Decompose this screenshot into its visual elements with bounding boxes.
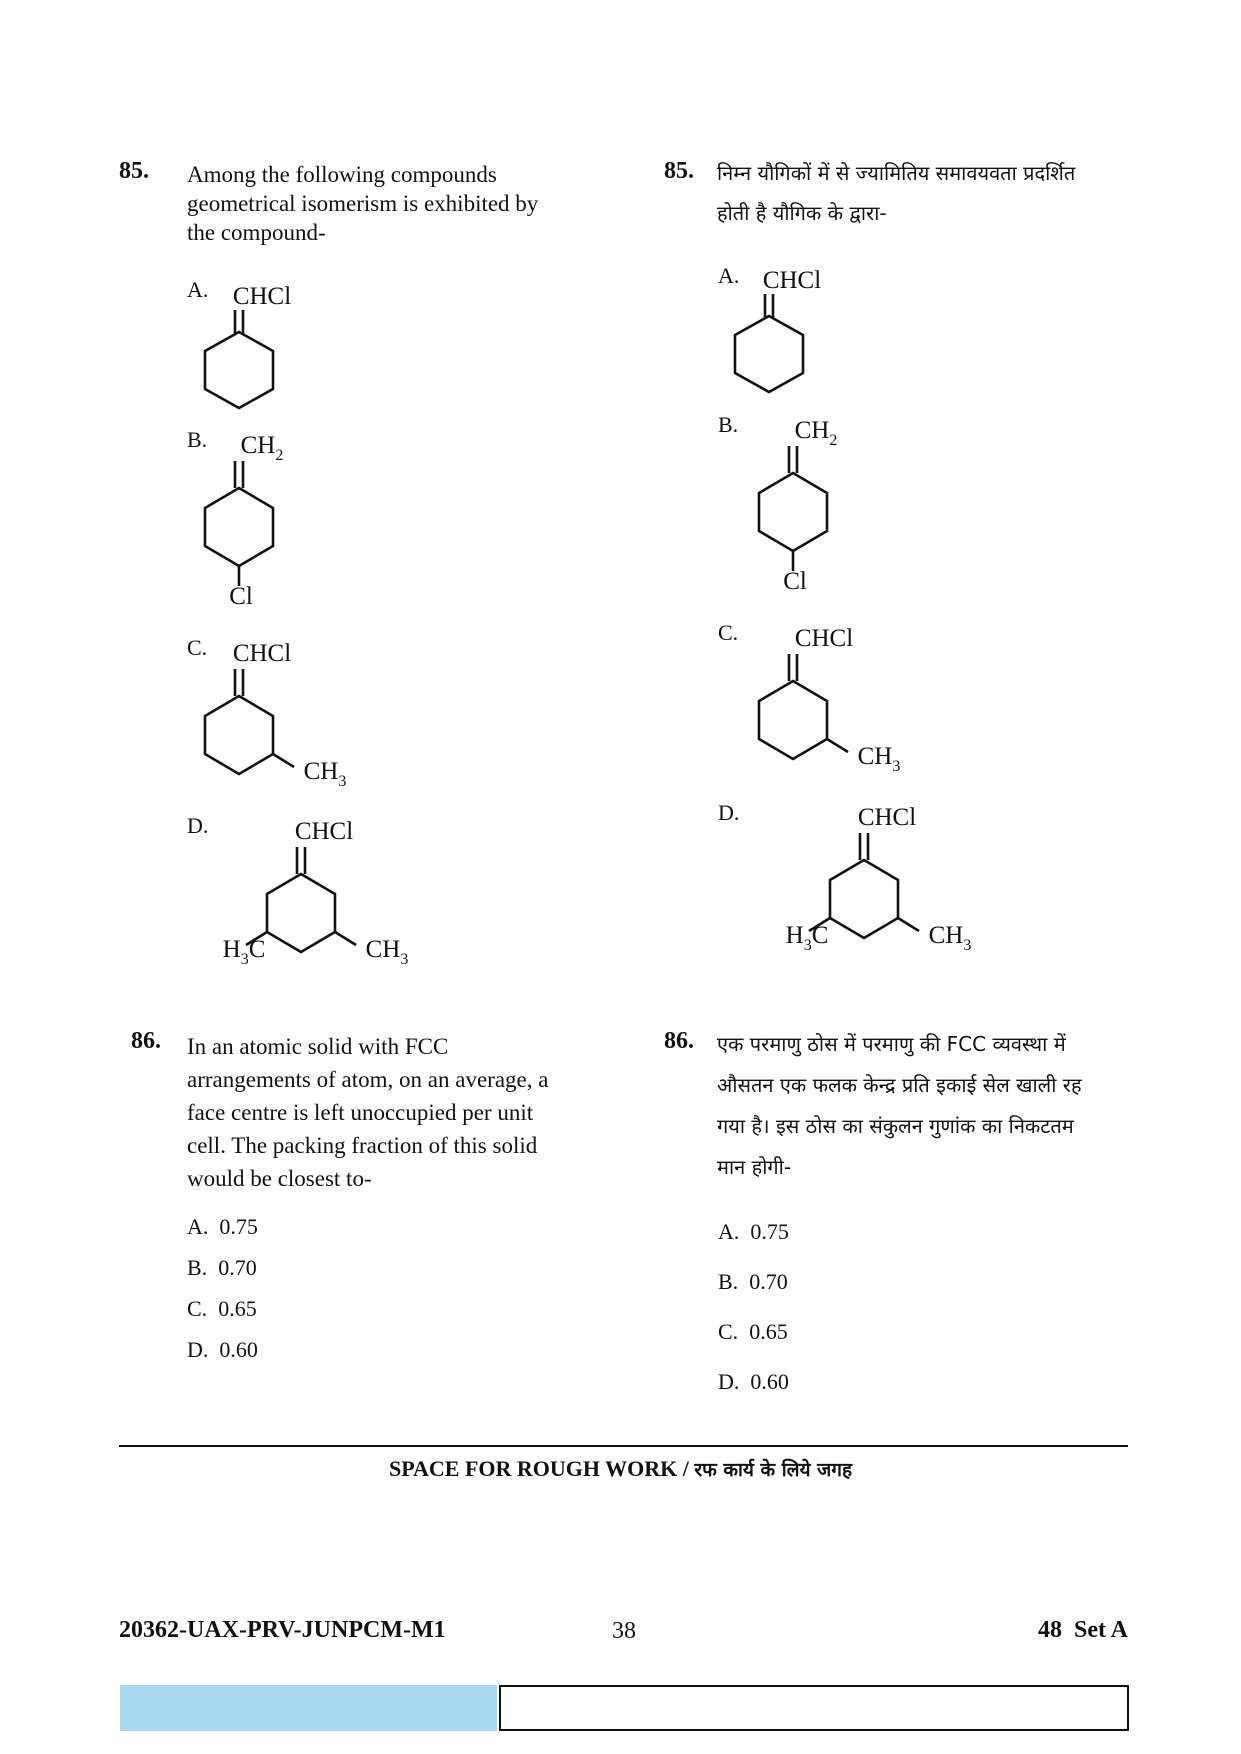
structure-a — [740, 264, 860, 399]
text-line: geometrical isomerism is exhibited by — [187, 191, 539, 216]
option-label: B. — [718, 412, 739, 437]
substituent-label: CH — [857, 743, 893, 770]
option-value: 0.75 — [219, 1214, 258, 1239]
option-value: 0.65 — [749, 1319, 788, 1344]
text-line: In an atomic solid with FCC — [187, 1034, 449, 1059]
text-line: would be closest to- — [187, 1166, 372, 1191]
option-label: C. — [187, 635, 208, 660]
substituent-label: CH — [928, 922, 964, 949]
text-line: cell. The packing fraction of this solid — [187, 1133, 538, 1158]
option-label: A. — [187, 1214, 209, 1239]
subscript: 3 — [892, 758, 901, 775]
option-value: 0.65 — [218, 1296, 257, 1321]
option-label: D. — [187, 813, 209, 838]
substituent-label: CH — [240, 432, 276, 459]
text-line: the compound- — [187, 220, 326, 245]
option — [187, 1206, 258, 1247]
svg-text:CH3 — [929, 922, 972, 954]
structure-c — [228, 636, 398, 790]
substituent-label: H — [222, 936, 241, 963]
subscript: 3 — [240, 951, 249, 968]
question-text-hi — [717, 1024, 1082, 1188]
question-number: 85. — [664, 158, 694, 184]
divider-line — [119, 1445, 1128, 1447]
option-value: 0.60 — [219, 1337, 258, 1362]
substituent-label: H — [785, 922, 804, 949]
option-label: A. — [718, 1219, 740, 1244]
set-label: Set A — [1074, 1617, 1128, 1643]
blue-bar — [120, 1685, 497, 1731]
option — [718, 1257, 789, 1307]
options-list — [718, 1207, 789, 1407]
svg-text:CH3 — [366, 936, 409, 968]
substituent-label: C — [811, 922, 829, 949]
option — [718, 1307, 789, 1357]
subscript: 3 — [400, 951, 409, 968]
substituent-label: Cl — [783, 568, 807, 595]
option-value: 0.75 — [750, 1219, 789, 1244]
option — [187, 1329, 258, 1370]
option-label: A. — [187, 277, 209, 302]
option-label: B. — [187, 427, 208, 452]
option-label: B. — [187, 1255, 208, 1280]
option-label: D. — [187, 1337, 209, 1362]
subscript: 3 — [338, 773, 347, 790]
option-label: B. — [718, 1269, 739, 1294]
structure-a — [210, 280, 330, 410]
substituent-label: C — [248, 936, 266, 963]
subscript: 2 — [275, 447, 284, 464]
substituent-label: Cl — [229, 583, 253, 610]
text-line: होती है यौगिक के द्वारा- — [717, 201, 887, 225]
option-label: C. — [187, 1296, 208, 1321]
svg-text:H3C — [786, 922, 829, 954]
barcode-box — [499, 1685, 1129, 1731]
question-text-en — [187, 160, 538, 247]
substituent-label: CH — [794, 417, 830, 444]
total-pages: 48 — [1038, 1617, 1062, 1643]
structure-d — [222, 814, 460, 974]
substituent-label: CH — [303, 758, 339, 785]
substituent-label: CHCl — [794, 625, 854, 652]
text-line: मान होगी- — [717, 1155, 792, 1179]
page-number: 38 — [612, 1618, 636, 1644]
substituent-label: CHCl — [857, 804, 917, 831]
substituent-label: CHCl — [232, 283, 292, 310]
text-line: arrangements of atom, on an average, a — [187, 1067, 549, 1092]
rough-work-hi: रफ कार्य के लिये जगह — [694, 1459, 853, 1481]
svg-text:CH3 — [304, 758, 347, 790]
text-line: Among the following compounds — [187, 162, 497, 187]
structure-d — [785, 800, 1023, 960]
svg-text:H3C — [223, 936, 266, 968]
option — [718, 1207, 789, 1257]
option-label: D. — [718, 800, 740, 825]
text-line: औसतन एक फलक केन्द्र प्रति इकाई सेल खाली रह — [717, 1073, 1082, 1097]
question-text-hi — [717, 153, 1075, 233]
subscript: 2 — [829, 432, 838, 449]
question-text-en — [187, 1030, 548, 1195]
substituent-label: CHCl — [232, 640, 292, 667]
rough-work-heading — [0, 1456, 1241, 1482]
structure-c — [790, 621, 960, 775]
option-label: C. — [718, 1319, 739, 1344]
options-list — [187, 1206, 258, 1370]
text-line: गया है। इस ठोस का संकुलन गुणांक का निकटतम — [717, 1114, 1074, 1138]
option — [718, 1357, 789, 1407]
option — [187, 1247, 258, 1288]
paper-code: 20362-UAX-PRV-JUNPCM-M1 — [119, 1617, 446, 1643]
substituent-label: CHCl — [762, 267, 822, 294]
text-line: एक परमाणु ठोस में परमाणु की FCC व्यवस्था में — [717, 1032, 1066, 1056]
text-line: निम्न यौगिकों में से ज्यामितिय समावयवता प्रदर्शित — [717, 161, 1076, 185]
option-label: C. — [718, 620, 739, 645]
substituent-label: CH — [365, 936, 401, 963]
svg-text:CH3 — [858, 743, 901, 775]
structure-b — [783, 413, 900, 595]
rough-work-en: SPACE FOR ROUGH WORK / — [388, 1456, 695, 1481]
option — [187, 1288, 258, 1329]
option-label: D. — [718, 1369, 740, 1394]
set-info — [1038, 1617, 1128, 1644]
option-value: 0.60 — [750, 1369, 789, 1394]
subscript: 3 — [803, 937, 812, 954]
substituent-label: CHCl — [294, 818, 354, 845]
option-value: 0.70 — [749, 1269, 788, 1294]
option-value: 0.70 — [218, 1255, 257, 1280]
option-label: A. — [718, 263, 740, 288]
question-number: 85. — [119, 158, 149, 184]
question-number: 86. — [131, 1028, 161, 1054]
structure-b — [228, 428, 338, 608]
question-number: 86. — [664, 1028, 694, 1054]
subscript: 3 — [963, 937, 972, 954]
svg-text:CH2 — [241, 432, 284, 464]
svg-text:CH2 — [795, 417, 838, 449]
text-line: face centre is left unoccupied per unit — [187, 1100, 534, 1125]
